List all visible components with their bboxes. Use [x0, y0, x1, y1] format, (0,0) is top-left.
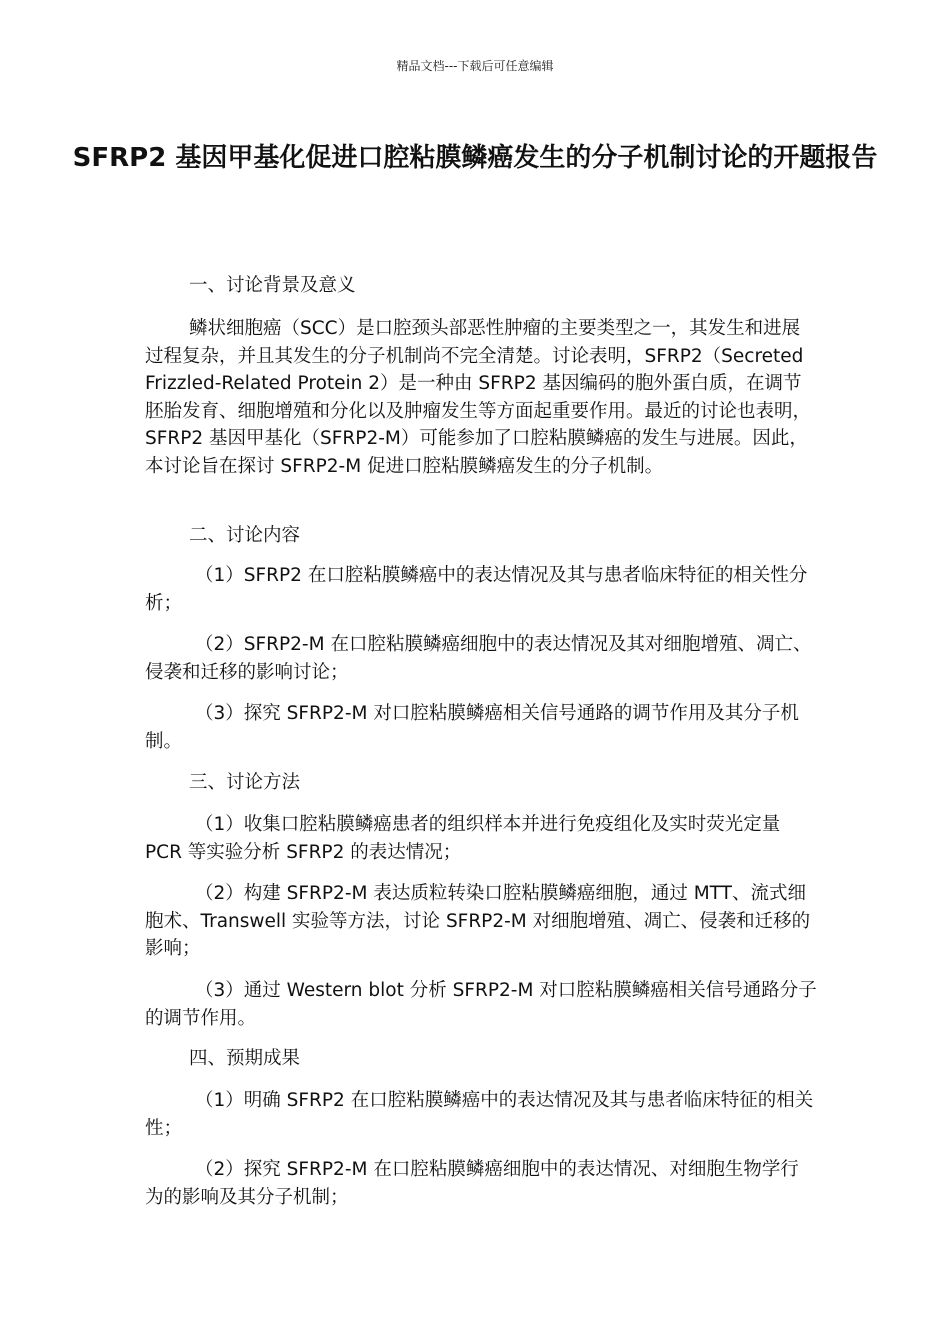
section-methods — [145, 769, 817, 797]
methods-item-block-3 — [145, 977, 817, 1032]
content-item-block-2 — [145, 631, 817, 686]
section-heading-methods: 三、讨论方法 — [189, 772, 301, 793]
methods-item: （1）收集口腔粘膜鳞癌患者的组织样本并进行免疫组化及实时荧光定量 PCR 等实验分析 SFRP2 的表达情况； — [145, 814, 781, 863]
section-outcomes — [145, 1045, 817, 1073]
content-item: （1）SFRP2 在口腔粘膜鳞癌中的表达情况及其与患者临床特征的相关性分析； — [145, 565, 808, 614]
background-paragraph: 鳞状细胞癌（SCC）是口腔颈头部恶性肿瘤的主要类型之一，其发生和进展过程复杂，并且其发生的分子机制尚不完全清楚。讨论表明，SFRP2（Secreted Frizzled-Related Protein 2）是一种由 SFRP2 基因编码的胞外蛋白质，在调节胚胎发育、细胞增殖和分化以及肿瘤发生等方面起重要作用。最近的讨论也表明，SFRP2 基因甲基化（SFRP2-M）可能参加了口腔粘膜鳞癌的发生与进展。因此，本讨论旨在探讨 SFRP2-M 促进口腔粘膜鳞癌发生的分子机制。 — [145, 318, 812, 477]
outcomes-item-block-1 — [145, 1087, 817, 1142]
methods-item: （3）通过 Western blot 分析 SFRP2-M 对口腔粘膜鳞癌相关信号通路分子的调节作用。 — [145, 980, 817, 1029]
section-heading-outcomes: 四、预期成果 — [189, 1048, 301, 1069]
section-heading-background: 一、讨论背景及意义 — [189, 275, 356, 296]
outcomes-item: （1）明确 SFRP2 在口腔粘膜鳞癌中的表达情况及其与患者临床特征的相关性； — [145, 1090, 814, 1139]
background-paragraph-block — [145, 315, 817, 480]
content-item-block-1 — [145, 562, 817, 617]
methods-item-block-1 — [145, 811, 817, 866]
section-heading-content: 二、讨论内容 — [189, 525, 301, 546]
content-item-block-3 — [145, 700, 817, 755]
section-content — [145, 522, 817, 550]
section-background — [145, 272, 817, 300]
outcomes-item-block-2 — [145, 1156, 817, 1211]
content-item: （3）探究 SFRP2-M 对口腔粘膜鳞癌相关信号通路的调节作用及其分子机制。 — [145, 703, 799, 752]
content-item: （2）SFRP2-M 在口腔粘膜鳞癌细胞中的表达情况及其对细胞增殖、凋亡、侵袭和迁移的影响讨论； — [145, 634, 812, 683]
methods-item: （2）构建 SFRP2-M 表达质粒转染口腔粘膜鳞癌细胞，通过 MTT、流式细胞术、Transwell 实验等方法，讨论 SFRP2-M 对细胞增殖、凋亡、侵袭和迁移的影响； — [145, 883, 811, 959]
header-note: 精品文档---下载后可任意编辑 — [396, 59, 554, 73]
outcomes-item: （2）探究 SFRP2-M 在口腔粘膜鳞癌细胞中的表达情况、对细胞生物学行为的影响及其分子机制； — [145, 1159, 799, 1208]
methods-item-block-2 — [145, 880, 817, 963]
document-title: SFRP2 基因甲基化促进口腔粘膜鳞癌发生的分子机制讨论的开题报告 — [72, 143, 878, 173]
